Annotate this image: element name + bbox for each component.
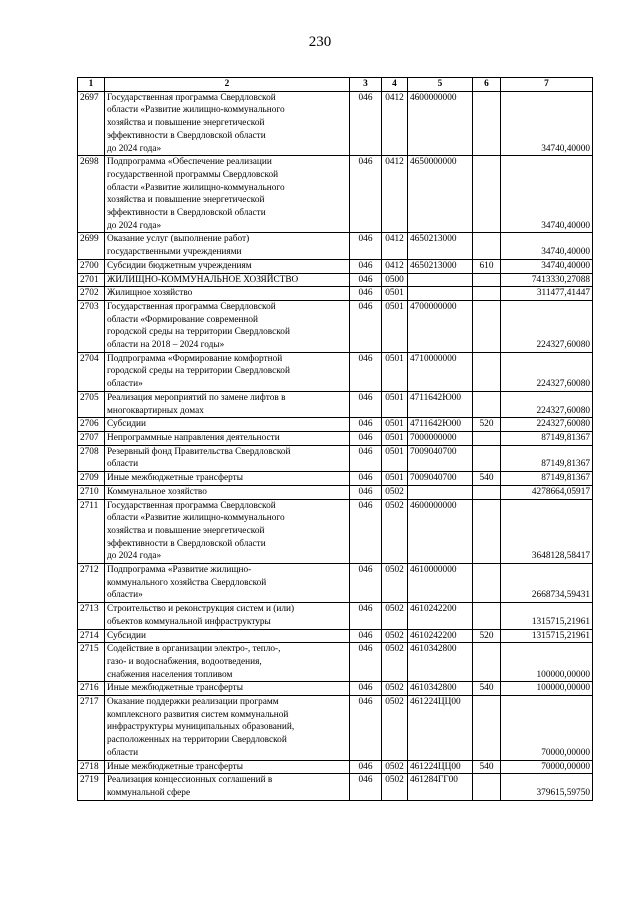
amount-cell: 87149,81367 bbox=[501, 472, 593, 486]
section-code-cell: 0500 bbox=[382, 273, 408, 287]
target-article-cell: 4650213000 bbox=[408, 259, 473, 273]
row-number-cell: 2717 bbox=[78, 696, 105, 761]
ministry-code-cell: 046 bbox=[350, 300, 382, 352]
section-code-cell: 0502 bbox=[382, 760, 408, 774]
amount-cell: 34740,40000 bbox=[501, 259, 593, 273]
row-number-cell: 2712 bbox=[78, 564, 105, 603]
expense-type-cell bbox=[473, 391, 501, 417]
section-code-cell: 0502 bbox=[382, 499, 408, 564]
amount-cell: 311477,41447 bbox=[501, 287, 593, 301]
target-article-cell: 7009040700 bbox=[408, 472, 473, 486]
section-code-cell: 0501 bbox=[382, 445, 408, 471]
item-name-cell: Непрограммные направления деятельности bbox=[105, 431, 350, 445]
table-row bbox=[78, 499, 593, 564]
ministry-code-cell: 046 bbox=[350, 564, 382, 603]
amount-cell: 70000,00000 bbox=[501, 760, 593, 774]
row-number-cell: 2719 bbox=[78, 774, 105, 800]
item-name-cell: Оказание поддержки реализации программ комплексного развития систем коммунальной инфраструктуры муниципальных образований, расположенных на территории Свердловской области bbox=[105, 696, 350, 761]
item-name-cell: Государственная программа Свердловской области «Развитие жилищно-коммунального хозяйства и повышение энергетической эффективности в Свердловской области до 2024 года» bbox=[105, 499, 350, 564]
target-article-cell: 4650000000 bbox=[408, 156, 473, 233]
item-name-cell: Содействие в организации электро-, тепло-, газо- и водоснабжения, водоотведения, снабжения населения топливом bbox=[105, 643, 350, 682]
ministry-code-cell: 046 bbox=[350, 485, 382, 499]
table-row bbox=[78, 603, 593, 629]
target-article-cell: 4650213000 bbox=[408, 233, 473, 259]
item-name-cell: Резервный фонд Правительства Свердловской области bbox=[105, 445, 350, 471]
row-number-cell: 2713 bbox=[78, 603, 105, 629]
target-article-cell: 4710000000 bbox=[408, 352, 473, 391]
expense-type-cell bbox=[473, 300, 501, 352]
target-article-cell: 4711642Ю00 bbox=[408, 391, 473, 417]
expense-type-cell bbox=[473, 485, 501, 499]
table-row bbox=[78, 273, 593, 287]
ministry-code-cell: 046 bbox=[350, 259, 382, 273]
target-article-cell: 461284ГГ00 bbox=[408, 774, 473, 800]
expense-type-cell: 540 bbox=[473, 472, 501, 486]
row-number-cell: 2702 bbox=[78, 287, 105, 301]
table-row bbox=[78, 352, 593, 391]
target-article-cell bbox=[408, 273, 473, 287]
section-code-cell: 0501 bbox=[382, 352, 408, 391]
item-name-cell: Реализация мероприятий по замене лифтов в многоквартирных домах bbox=[105, 391, 350, 417]
amount-cell: 3648128,58417 bbox=[501, 499, 593, 564]
ministry-code-cell: 046 bbox=[350, 629, 382, 643]
section-code-cell: 0502 bbox=[382, 696, 408, 761]
row-number-cell: 2705 bbox=[78, 391, 105, 417]
amount-cell: 224327,60080 bbox=[501, 391, 593, 417]
target-article-cell: 4700000000 bbox=[408, 300, 473, 352]
table-row bbox=[78, 418, 593, 432]
row-number-cell: 2707 bbox=[78, 431, 105, 445]
section-code-cell: 0501 bbox=[382, 300, 408, 352]
ministry-code-cell: 046 bbox=[350, 499, 382, 564]
table-row bbox=[78, 391, 593, 417]
expense-type-cell bbox=[473, 774, 501, 800]
amount-cell: 224327,60080 bbox=[501, 300, 593, 352]
amount-cell: 4278664,05917 bbox=[501, 485, 593, 499]
table-row bbox=[78, 564, 593, 603]
item-name-cell: Реализация концессионных соглашений в коммунальной сфере bbox=[105, 774, 350, 800]
ministry-code-cell: 046 bbox=[350, 643, 382, 682]
section-code-cell: 0502 bbox=[382, 564, 408, 603]
amount-cell: 34740,40000 bbox=[501, 156, 593, 233]
row-number-cell: 2715 bbox=[78, 643, 105, 682]
section-code-cell: 0501 bbox=[382, 418, 408, 432]
expense-type-cell: 520 bbox=[473, 418, 501, 432]
amount-cell: 7413330,27088 bbox=[501, 273, 593, 287]
table-row bbox=[78, 300, 593, 352]
target-article-cell bbox=[408, 485, 473, 499]
target-article-cell: 4711642Ю00 bbox=[408, 418, 473, 432]
row-number-cell: 2714 bbox=[78, 629, 105, 643]
table-row bbox=[78, 774, 593, 800]
item-name-cell: Субсидии bbox=[105, 629, 350, 643]
row-number-cell: 2710 bbox=[78, 485, 105, 499]
table-row bbox=[78, 682, 593, 696]
expense-type-cell bbox=[473, 603, 501, 629]
target-article-cell: 461224ЦЦ00 bbox=[408, 696, 473, 761]
row-number-cell: 2698 bbox=[78, 156, 105, 233]
column-header-4: 4 bbox=[382, 78, 408, 92]
section-code-cell: 0501 bbox=[382, 287, 408, 301]
row-number-cell: 2697 bbox=[78, 91, 105, 156]
row-number-cell: 2711 bbox=[78, 499, 105, 564]
ministry-code-cell: 046 bbox=[350, 91, 382, 156]
amount-cell: 100000,00000 bbox=[501, 682, 593, 696]
item-name-cell: Иные межбюджетные трансферты bbox=[105, 682, 350, 696]
item-name-cell: ЖИЛИЩНО-КОММУНАЛЬНОЕ ХОЗЯЙСТВО bbox=[105, 273, 350, 287]
table-row bbox=[78, 431, 593, 445]
row-number-cell: 2706 bbox=[78, 418, 105, 432]
expense-type-cell bbox=[473, 156, 501, 233]
ministry-code-cell: 046 bbox=[350, 603, 382, 629]
expense-type-cell bbox=[473, 696, 501, 761]
table-row bbox=[78, 233, 593, 259]
ministry-code-cell: 046 bbox=[350, 287, 382, 301]
table-row bbox=[78, 91, 593, 156]
target-article-cell: 7000000000 bbox=[408, 431, 473, 445]
amount-cell: 1315715,21961 bbox=[501, 603, 593, 629]
ministry-code-cell: 046 bbox=[350, 445, 382, 471]
section-code-cell: 0412 bbox=[382, 156, 408, 233]
amount-cell: 100000,00000 bbox=[501, 643, 593, 682]
section-code-cell: 0412 bbox=[382, 259, 408, 273]
ministry-code-cell: 046 bbox=[350, 696, 382, 761]
target-article-cell: 4610342800 bbox=[408, 682, 473, 696]
table-row bbox=[78, 156, 593, 233]
amount-cell: 224327,60080 bbox=[501, 352, 593, 391]
target-article-cell: 461224ЦЦ00 bbox=[408, 760, 473, 774]
section-code-cell: 0501 bbox=[382, 472, 408, 486]
amount-cell: 34740,40000 bbox=[501, 91, 593, 156]
section-code-cell: 0502 bbox=[382, 603, 408, 629]
table-row bbox=[78, 445, 593, 471]
amount-cell: 34740,40000 bbox=[501, 233, 593, 259]
amount-cell: 379615,59750 bbox=[501, 774, 593, 800]
row-number-cell: 2718 bbox=[78, 760, 105, 774]
target-article-cell: 4610000000 bbox=[408, 564, 473, 603]
ministry-code-cell: 046 bbox=[350, 233, 382, 259]
item-name-cell: Подпрограмма «Обеспечение реализации государственной программы Свердловской области «Развитие жилищно-коммунального хозяйства и повышение энергетической эффективности в Свердловской области до 2024 года» bbox=[105, 156, 350, 233]
item-name-cell: Коммунальное хозяйство bbox=[105, 485, 350, 499]
table-row bbox=[78, 472, 593, 486]
ministry-code-cell: 046 bbox=[350, 418, 382, 432]
expense-type-cell bbox=[473, 352, 501, 391]
row-number-cell: 2704 bbox=[78, 352, 105, 391]
ministry-code-cell: 046 bbox=[350, 472, 382, 486]
expense-type-cell bbox=[473, 445, 501, 471]
item-name-cell: Подпрограмма «Развитие жилищно- коммунального хозяйства Свердловской области» bbox=[105, 564, 350, 603]
expense-type-cell bbox=[473, 643, 501, 682]
section-code-cell: 0502 bbox=[382, 485, 408, 499]
row-number-cell: 2700 bbox=[78, 259, 105, 273]
expense-type-cell: 610 bbox=[473, 259, 501, 273]
table-row bbox=[78, 259, 593, 273]
section-code-cell: 0412 bbox=[382, 233, 408, 259]
amount-cell: 87149,81367 bbox=[501, 431, 593, 445]
target-article-cell: 4610242200 bbox=[408, 629, 473, 643]
expense-type-cell: 540 bbox=[473, 682, 501, 696]
row-number-cell: 2703 bbox=[78, 300, 105, 352]
amount-cell: 70000,00000 bbox=[501, 696, 593, 761]
target-article-cell: 4600000000 bbox=[408, 91, 473, 156]
ministry-code-cell: 046 bbox=[350, 682, 382, 696]
ministry-code-cell: 046 bbox=[350, 352, 382, 391]
expense-type-cell: 540 bbox=[473, 760, 501, 774]
section-code-cell: 0502 bbox=[382, 682, 408, 696]
column-header-6: 6 bbox=[473, 78, 501, 92]
expense-type-cell bbox=[473, 91, 501, 156]
item-name-cell: Подпрограмма «Формирование комфортной городской среды на территории Свердловской области» bbox=[105, 352, 350, 391]
table-row bbox=[78, 643, 593, 682]
ministry-code-cell: 046 bbox=[350, 760, 382, 774]
target-article-cell: 4600000000 bbox=[408, 499, 473, 564]
column-header-3: 3 bbox=[350, 78, 382, 92]
table-row bbox=[78, 760, 593, 774]
item-name-cell: Государственная программа Свердловской области «Развитие жилищно-коммунального хозяйства и повышение энергетической эффективности в Свердловской области до 2024 года» bbox=[105, 91, 350, 156]
ministry-code-cell: 046 bbox=[350, 391, 382, 417]
section-code-cell: 0502 bbox=[382, 629, 408, 643]
item-name-cell: Субсидии bbox=[105, 418, 350, 432]
target-article-cell: 7009040700 bbox=[408, 445, 473, 471]
column-header-7: 7 bbox=[501, 78, 593, 92]
expense-type-cell bbox=[473, 499, 501, 564]
ministry-code-cell: 046 bbox=[350, 156, 382, 233]
budget-table bbox=[77, 77, 593, 801]
section-code-cell: 0412 bbox=[382, 91, 408, 156]
row-number-cell: 2709 bbox=[78, 472, 105, 486]
row-number-cell: 2716 bbox=[78, 682, 105, 696]
row-number-cell: 2699 bbox=[78, 233, 105, 259]
section-code-cell: 0501 bbox=[382, 431, 408, 445]
amount-cell: 2668734,59431 bbox=[501, 564, 593, 603]
section-code-cell: 0501 bbox=[382, 391, 408, 417]
expense-type-cell bbox=[473, 431, 501, 445]
ministry-code-cell: 046 bbox=[350, 431, 382, 445]
target-article-cell bbox=[408, 287, 473, 301]
target-article-cell: 4610242200 bbox=[408, 603, 473, 629]
table-row bbox=[78, 287, 593, 301]
expense-type-cell bbox=[473, 273, 501, 287]
expense-type-cell bbox=[473, 233, 501, 259]
amount-cell: 224327,60080 bbox=[501, 418, 593, 432]
item-name-cell: Иные межбюджетные трансферты bbox=[105, 472, 350, 486]
column-header-5: 5 bbox=[408, 78, 473, 92]
table-row bbox=[78, 696, 593, 761]
table-row bbox=[78, 485, 593, 499]
item-name-cell: Оказание услуг (выполнение работ) государственными учреждениями bbox=[105, 233, 350, 259]
row-number-cell: 2708 bbox=[78, 445, 105, 471]
item-name-cell: Иные межбюджетные трансферты bbox=[105, 760, 350, 774]
table-row bbox=[78, 629, 593, 643]
column-header-2: 2 bbox=[105, 78, 350, 92]
target-article-cell: 4610342800 bbox=[408, 643, 473, 682]
ministry-code-cell: 046 bbox=[350, 273, 382, 287]
table-header-row bbox=[78, 78, 593, 92]
table-body bbox=[78, 91, 593, 800]
expense-type-cell: 520 bbox=[473, 629, 501, 643]
item-name-cell: Субсидии бюджетным учреждениям bbox=[105, 259, 350, 273]
amount-cell: 87149,81367 bbox=[501, 445, 593, 471]
page-number: 230 bbox=[308, 34, 332, 50]
row-number-cell: 2701 bbox=[78, 273, 105, 287]
amount-cell: 1315715,21961 bbox=[501, 629, 593, 643]
column-header-1: 1 bbox=[78, 78, 105, 92]
section-code-cell: 0502 bbox=[382, 643, 408, 682]
expense-type-cell bbox=[473, 287, 501, 301]
item-name-cell: Государственная программа Свердловской области «Формирование современной городской среды на территории Свердловской области на 2018 – 2024 годы» bbox=[105, 300, 350, 352]
item-name-cell: Строительство и реконструкция систем и (или) объектов коммунальной инфраструктуры bbox=[105, 603, 350, 629]
ministry-code-cell: 046 bbox=[350, 774, 382, 800]
section-code-cell: 0502 bbox=[382, 774, 408, 800]
item-name-cell: Жилищное хозяйство bbox=[105, 287, 350, 301]
expense-type-cell bbox=[473, 564, 501, 603]
